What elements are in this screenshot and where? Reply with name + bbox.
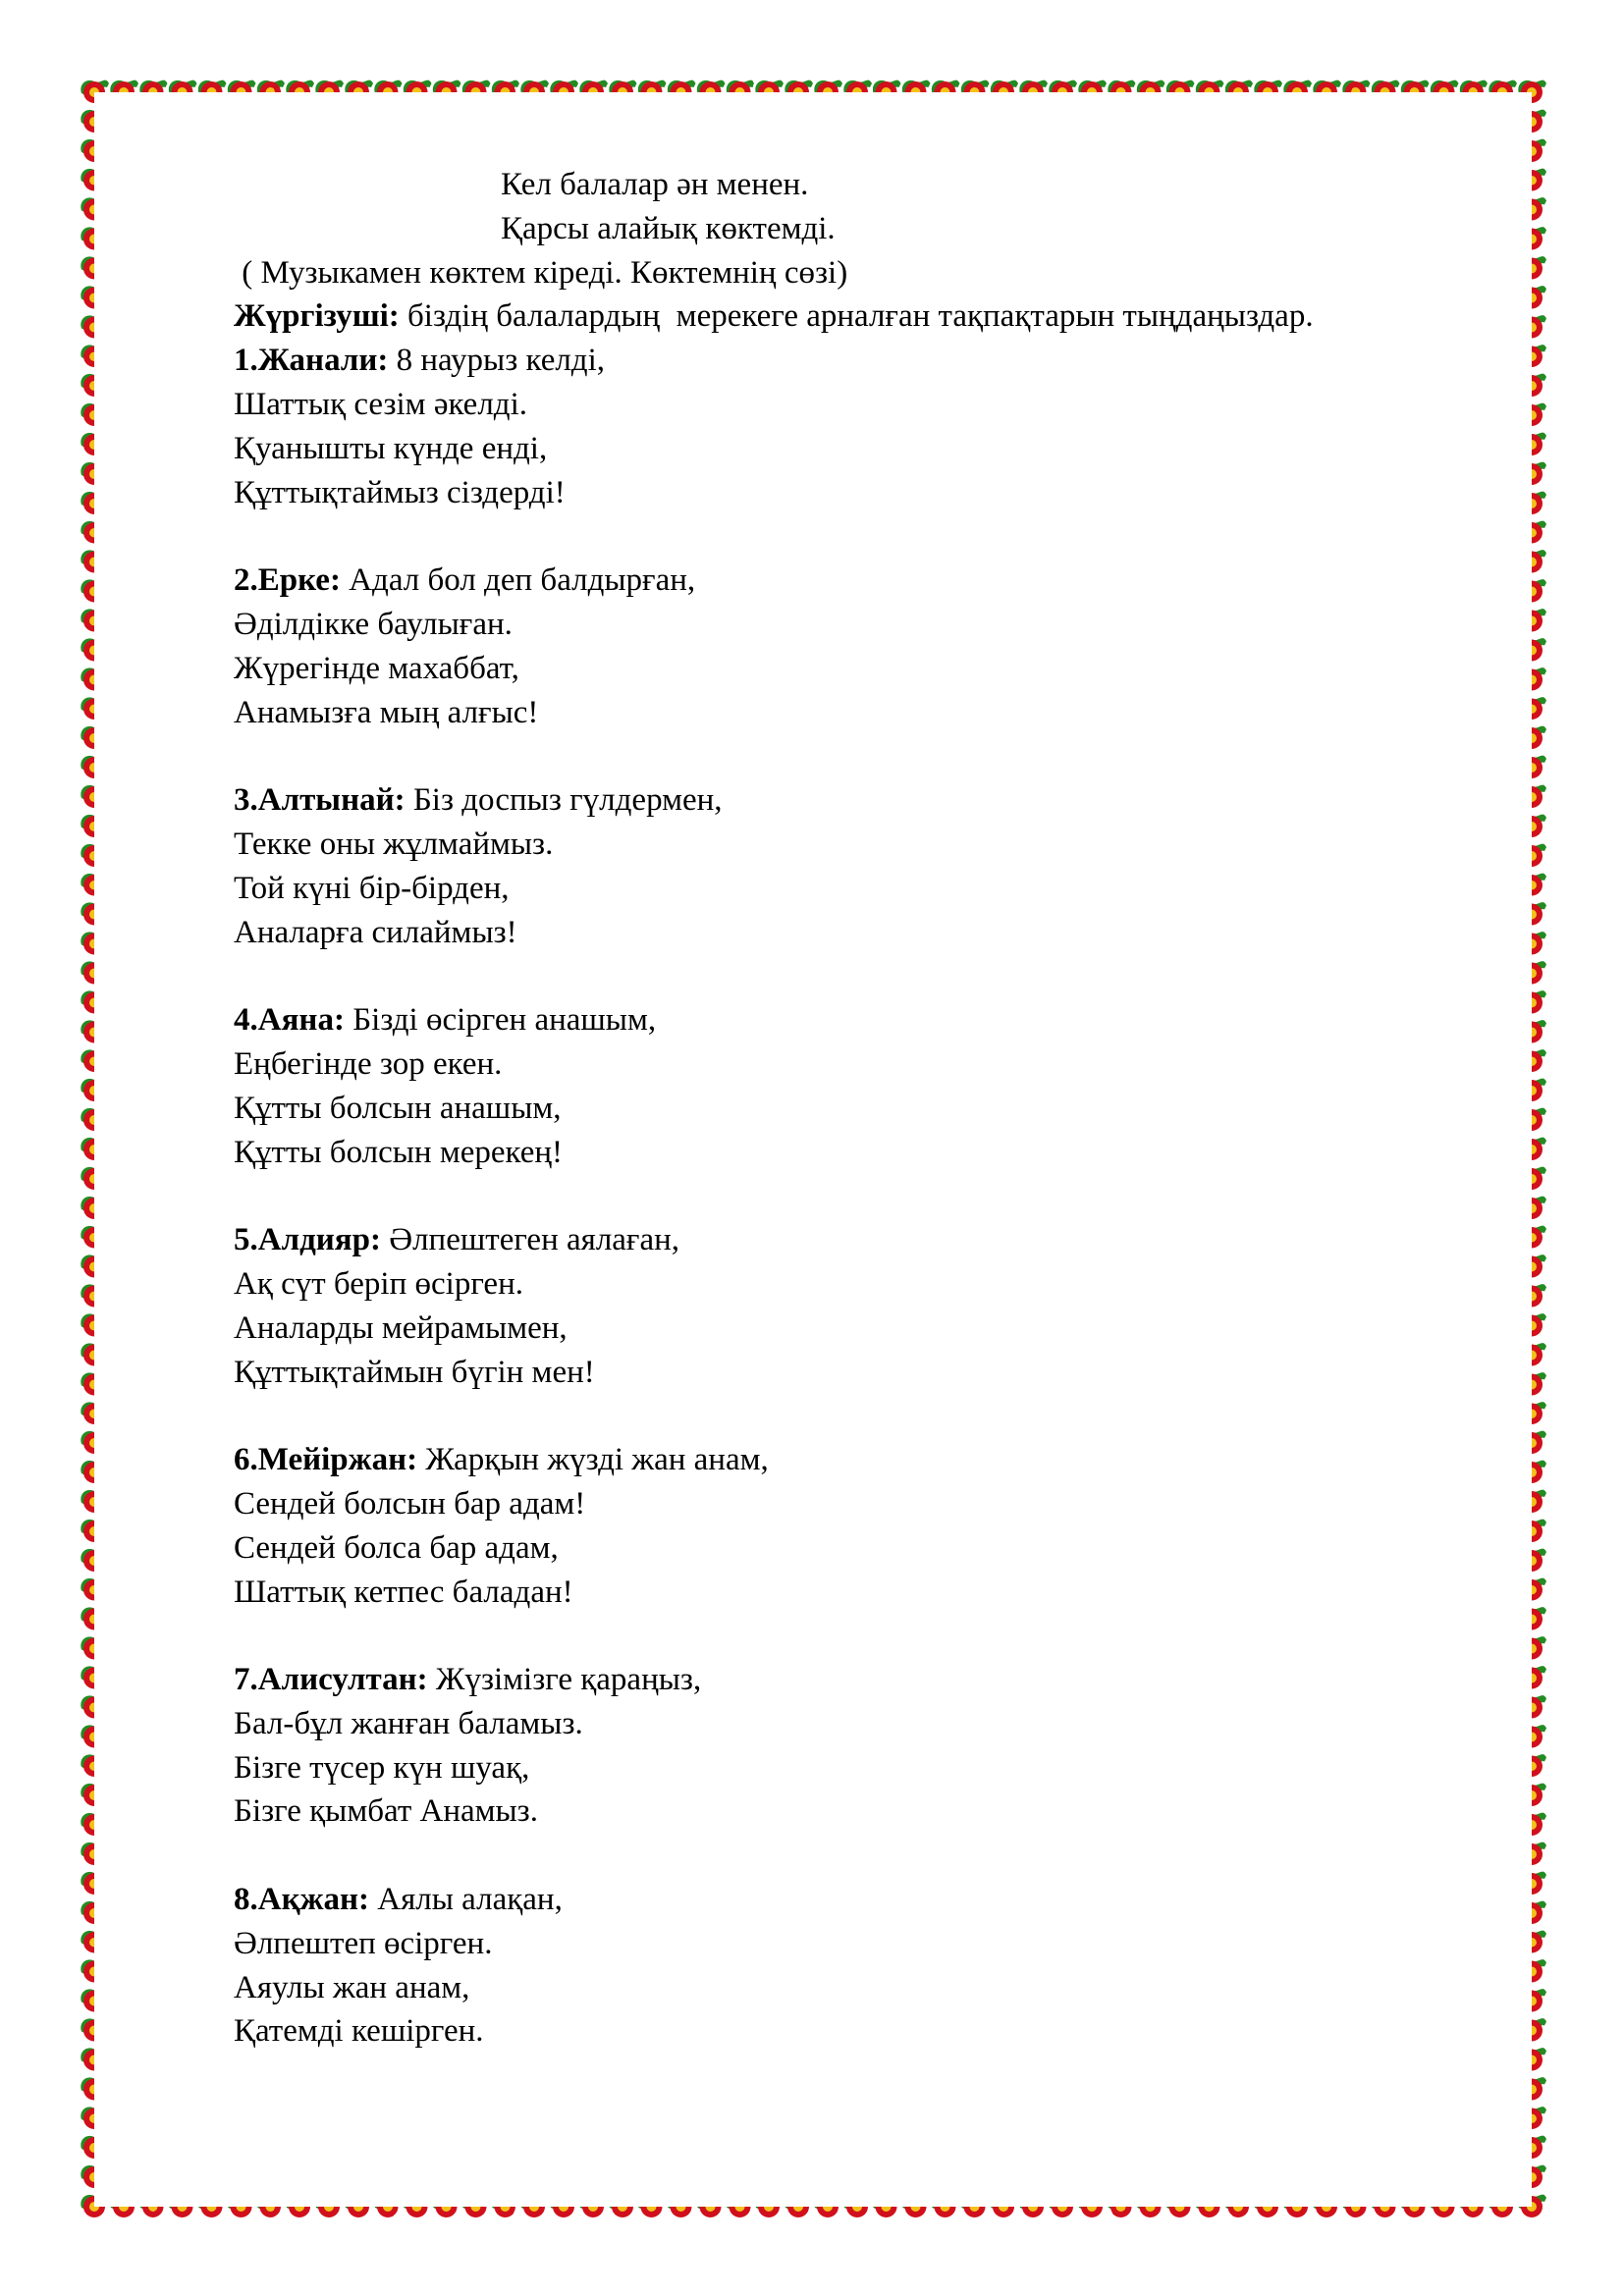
poem-line: Құттықтаймыз сіздерді! [234, 474, 566, 510]
intro-line-2: Қарсы алайық көктемді. [501, 210, 836, 246]
poem-line: Бізді өсірген анашым, [344, 1002, 657, 1039]
speaker-name: 8.Ақжан: [234, 1882, 370, 1918]
host-label: Жүргізуші: [234, 298, 400, 335]
poem-block [234, 778, 1363, 954]
poem-line: 8 наурыз келді, [388, 343, 606, 379]
poem-line: Аяулы жан анам, [234, 1969, 470, 2005]
poem-line: Жүрегінде махаббат, [234, 650, 519, 686]
poem-line: Әлпештеп өсірген. [234, 1925, 493, 1961]
poem-first-line [234, 998, 1363, 1042]
poem-line: Адал бол деп балдырған, [340, 562, 696, 599]
speaker-name: 2.Ерке: [234, 562, 341, 599]
poem-first-line [234, 339, 1363, 383]
poem-line: Құттықтаймын бүгін мен! [234, 1354, 595, 1390]
poem-line: Құтты болсын мерекең! [234, 1134, 564, 1170]
poem-line: Анамызға мың алғыс! [234, 694, 539, 730]
speaker-name: 5.Алдияр: [234, 1222, 381, 1258]
poem-block [234, 339, 1363, 514]
poem-first-line [234, 1438, 1363, 1482]
poem-line: Сендей болса бар адам, [234, 1529, 559, 1566]
paragraph-gap [234, 734, 1363, 778]
poem-line: Бізге қымбат Анамыз. [234, 1793, 538, 1830]
poem-first-line [234, 1658, 1363, 1702]
poem-line: Қуанышты күнде енді, [234, 430, 548, 466]
poem-first-line [234, 1878, 1363, 1922]
poem-block [234, 1218, 1363, 1394]
poem-line: Шаттық кетпес баладан! [234, 1574, 573, 1610]
poem-line: Аналарға силаймыз! [234, 914, 517, 950]
speaker-name: 1.Жанали: [234, 343, 389, 379]
intro-line-1: Кел балалар ән менен. [501, 167, 809, 202]
host-text: біздің балалардың мерекеге арналған тақпақтарын тыңдаңыздар. [399, 298, 1314, 335]
poem-block [234, 559, 1363, 734]
poem-line: Шаттық сезім әкелді. [234, 386, 527, 422]
paragraph-gap [234, 1834, 1363, 1878]
poem-block [234, 1658, 1363, 1834]
paragraph-gap [234, 1174, 1363, 1218]
poem-line: Құтты болсын анашым, [234, 1090, 562, 1126]
document-body [234, 163, 1363, 2054]
poem-line: Жүзімізге қараңыз, [427, 1662, 702, 1698]
poem-first-line [234, 1218, 1363, 1262]
poem-block [234, 1438, 1363, 1614]
speaker-name: 7.Алисултан: [234, 1662, 428, 1698]
poem-line: Текке оны жұлмаймыз. [234, 826, 554, 862]
poem-block [234, 1878, 1363, 2054]
poem-line: Бал-бұл жанған баламыз. [234, 1705, 583, 1741]
poem-line: Біз доспыз гүлдермен, [405, 782, 723, 819]
speaker-name: 6.Мейіржан: [234, 1442, 418, 1478]
paragraph-gap [234, 514, 1363, 559]
poem-line: Еңбегінде зор екен. [234, 1045, 503, 1082]
poem-line: Әлпештеген аялаған, [381, 1222, 680, 1258]
host-paragraph [234, 294, 1338, 339]
poem-line: Сендей болсын бар адам! [234, 1485, 586, 1522]
poem-line: Қатемді кешірген. [234, 2013, 484, 2050]
paragraph-gap [234, 1614, 1363, 1658]
poem-line: Ақ сүт беріп өсірген. [234, 1265, 523, 1302]
poem-first-line [234, 559, 1363, 603]
poem-line: Аналарды мейрамымен, [234, 1309, 568, 1346]
poem-line: Аялы алақан, [369, 1882, 563, 1918]
speaker-name: 4.Аяна: [234, 1002, 345, 1039]
paragraph-gap [234, 954, 1363, 998]
poem-line: Бізге түсер күн шуақ, [234, 1749, 530, 1786]
poem-first-line [234, 778, 1363, 823]
poem-line: Жарқын жүзді жан анам, [417, 1442, 769, 1478]
poem-block [234, 998, 1363, 1174]
speaker-name: 3.Алтынай: [234, 782, 406, 819]
poem-line: Той күні бір-бірден, [234, 870, 510, 906]
paragraph-gap [234, 1394, 1363, 1438]
stage-direction: ( Музыкамен көктем кіреді. Көктемнің сөзі) [234, 254, 848, 291]
poem-line: Әділдікке баулыған. [234, 606, 513, 642]
